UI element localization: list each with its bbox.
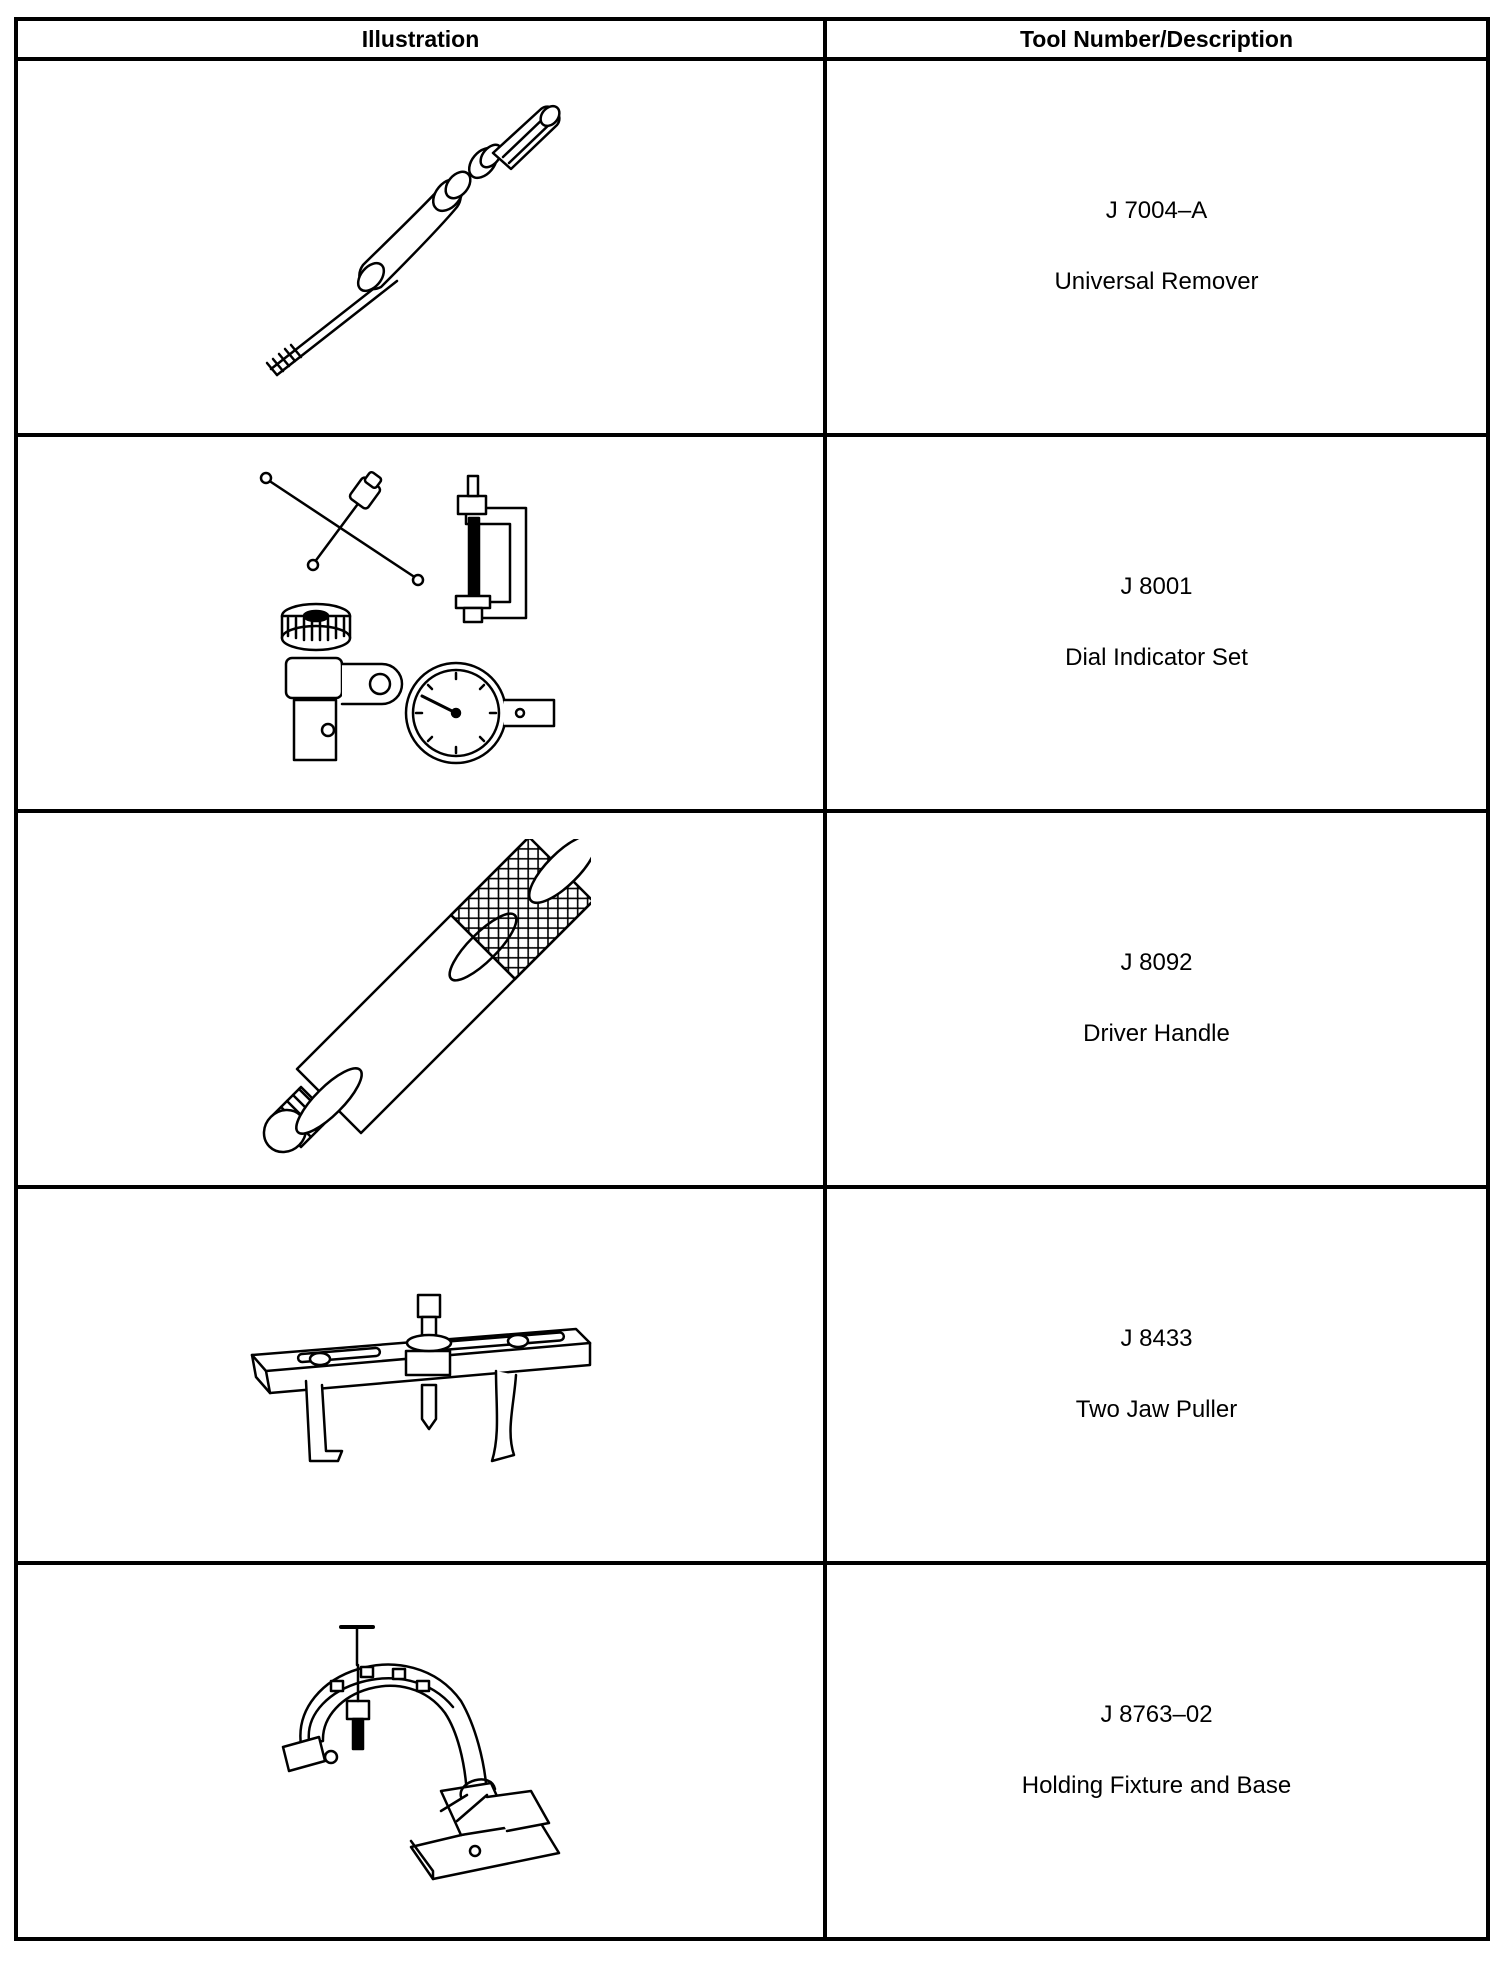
tool-description: Two Jaw Puller	[1075, 1396, 1238, 1423]
table-row	[16, 1187, 1488, 1563]
table-header-row	[16, 19, 1488, 59]
illustration-cell	[16, 1187, 825, 1563]
dial-indicator-set-icon	[256, 468, 586, 778]
tool-description-cell	[825, 811, 1488, 1187]
tool-number: J 7004–A	[1105, 197, 1208, 225]
illustration-cell	[16, 811, 825, 1187]
tool-description: Driver Handle	[1083, 1020, 1230, 1047]
tool-description-cell	[825, 435, 1488, 811]
special-tools-table	[14, 17, 1490, 1941]
table-row	[16, 1563, 1488, 1939]
tool-number: J 8763–02	[1100, 1701, 1213, 1729]
slide-hammer-icon	[241, 97, 601, 397]
table-row	[16, 435, 1488, 811]
tool-description-cell	[825, 1187, 1488, 1563]
two-jaw-puller-icon	[246, 1285, 596, 1465]
table-row	[16, 811, 1488, 1187]
tool-description-cell	[825, 59, 1488, 435]
tool-description: Holding Fixture and Base	[1021, 1772, 1292, 1799]
illustration-cell	[16, 1563, 825, 1939]
table-row	[16, 59, 1488, 435]
tool-description-cell	[825, 1563, 1488, 1939]
illustration-cell	[16, 435, 825, 811]
illustration-cell	[16, 59, 825, 435]
tool-number: J 8433	[1120, 1325, 1193, 1353]
holding-fixture-icon	[261, 1621, 581, 1881]
driver-handle-icon	[251, 839, 591, 1159]
tool-header: Tool Number/Description	[825, 19, 1488, 59]
tool-number: J 8092	[1120, 949, 1193, 977]
tool-description: Universal Remover	[1054, 268, 1259, 295]
tool-number: J 8001	[1120, 573, 1193, 601]
tool-description: Dial Indicator Set	[1065, 644, 1248, 671]
illustration-header: Illustration	[16, 19, 825, 59]
